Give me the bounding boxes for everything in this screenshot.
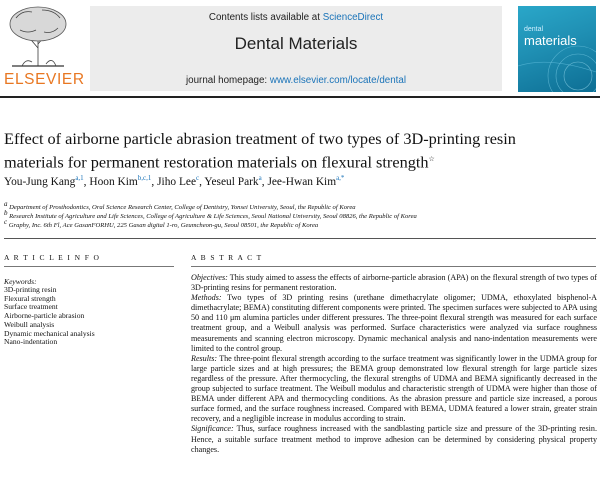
author-name[interactable]: You-Jung Kang	[4, 175, 76, 188]
keyword: Airborne-particle abrasion	[4, 311, 85, 321]
article-info-rule	[4, 266, 174, 267]
author-affiliation-mark[interactable]: b,c,1	[137, 174, 152, 182]
homepage-line	[90, 75, 502, 86]
author-separator: ,	[151, 175, 158, 188]
author-name[interactable]: Jiho Lee	[157, 175, 197, 188]
author-name[interactable]: Hoon Kim	[89, 175, 138, 188]
contents-prefix: Contents lists available at	[208, 12, 323, 23]
section-divider	[4, 238, 596, 239]
author-name[interactable]: Jee-Hwan Kim	[267, 175, 337, 188]
section-text: This study aimed to assess the effects of airborne-particle abrasion (APA) on the flexural strength of two types of 3D-printing resins for permanent restoration.	[191, 273, 597, 293]
abstract-body	[191, 273, 597, 455]
journal-header	[0, 0, 600, 102]
keyword: Weibull analysis	[4, 319, 55, 329]
article-title-text: Effect of airborne particle abrasion treatment of two types of 3D-printing resin materials for permanent restoration materials on flexural strength	[4, 129, 516, 172]
affiliation-c	[4, 218, 318, 229]
keyword: Surface treatment	[4, 302, 58, 312]
sciencedirect-link[interactable]: ScienceDirect	[322, 12, 384, 23]
header-divider	[0, 96, 600, 98]
author-affiliation-mark[interactable]: a,*	[336, 174, 345, 182]
author-separator: ,	[261, 175, 268, 188]
section-label: Results:	[191, 353, 218, 363]
journal-title: Dental Materials	[234, 34, 358, 53]
author-affiliation-mark[interactable]: a,1	[75, 174, 84, 182]
affiliation-mark: a	[4, 200, 8, 208]
section-text: The three-point flexural strength according to the surface treatment was significantly lower in the UDMA group for large particle sizes and at high pressures; the BEMA group demonstrated low flexural strength for large particle sizes regardless of the pressure. After thermocycling, the flexural strengths of UDMA and BEMA significantly decreased in the group subjected to surface treatment. The Weibull modulus and characteristic strength of UDMA were higher than those of BEMA under different APA and thermocycling conditions. As the abrasion pressure and particle size increased, a porous surface formed, and the surface roughness increased. Compared with BEMA, UDMA featured a lower strain, greater strain recovery, and a negligible increase in modulus according to strain.	[191, 353, 597, 424]
homepage-link[interactable]: www.elsevier.com/locate/dental	[269, 75, 407, 86]
keyword: Flexural strength	[4, 293, 56, 303]
section-text: Two types of 3D printing resins (urethane dimethacrylate oligomer; UDMA, ethoxylated bisphenol-A dimethacrylate; BEMA) constituting different components were printed. The specimen surfaces were subjected to APA using 50 and 110 μm alumina particles under different pressures. The three-point flexural strength was measured for each surface treatment group, and a Weibull analysis was performed. Surface characteristics were analyzed via surface roughness measurements and scanning electron microscopy. Dynamic mechanical analysis and nano-indentation measurements were limited to the control group.	[191, 293, 597, 353]
publisher-name: ELSEVIER	[4, 71, 85, 88]
abstract-heading: A B S T R A C T	[191, 253, 263, 262]
affiliation-mark: b	[4, 209, 8, 217]
title-footnote-mark[interactable]: ☆	[428, 155, 435, 163]
abstract-significance	[191, 424, 597, 454]
affiliation-mark: c	[4, 218, 8, 226]
abstract-objectives	[191, 273, 597, 293]
section-text: Thus, surface roughness increased with the sandblasting particle size and pressure of the 3D-printing resin. Hence, a suitable surface treatment method to improve adhesion can be determined by considering physical property changes.	[191, 424, 597, 454]
author-affiliation-mark[interactable]: c	[196, 174, 200, 182]
abstract-results	[191, 354, 597, 425]
article-info-heading: A R T I C L E I N F O	[4, 253, 101, 262]
cover-small-text: dental	[524, 26, 544, 33]
keyword: Nano-indentation	[4, 337, 58, 347]
abstract-methods	[191, 293, 597, 354]
affiliation-text: Department of Prosthodontics, Oral Science Research Center, College of Dentistry, Yonsei University, Seoul, the Republic of Korea	[7, 204, 356, 212]
affiliation-text: Graphy, Inc. 6th Fl, Ace GasanFORHU, 225 Gasan digital 1-ro, Geumcheon-gu, Seoul 08501, the Republic of Korea	[7, 222, 319, 230]
journal-banner	[90, 6, 502, 91]
homepage-prefix: journal homepage:	[185, 75, 270, 86]
keywords-list	[4, 286, 95, 347]
keywords-label: Keywords:	[4, 277, 37, 286]
keyword: Dynamic mechanical analysis	[4, 328, 95, 338]
article-title	[4, 128, 564, 172]
section-label: Objectives:	[191, 273, 228, 282]
section-label: Methods:	[191, 293, 222, 303]
affiliation-text: Research Institute of Agriculture and Life Sciences, College of Agriculture & Life Sciences, Seoul National University, Seoul 08826, the Republic of Korea	[7, 213, 417, 221]
journal-cover-image	[518, 6, 596, 92]
author-list	[4, 174, 344, 188]
keyword: 3D-printing resin	[4, 285, 57, 294]
author-name[interactable]: Yeseul Park	[204, 175, 259, 188]
author-separator: ,	[83, 175, 90, 188]
author-separator: ,	[199, 175, 205, 188]
abstract-rule	[191, 266, 596, 267]
author-affiliation-mark[interactable]: a	[258, 174, 262, 182]
contents-line	[90, 12, 502, 23]
section-label: Significance:	[191, 424, 234, 434]
cover-title: materials	[524, 33, 577, 48]
